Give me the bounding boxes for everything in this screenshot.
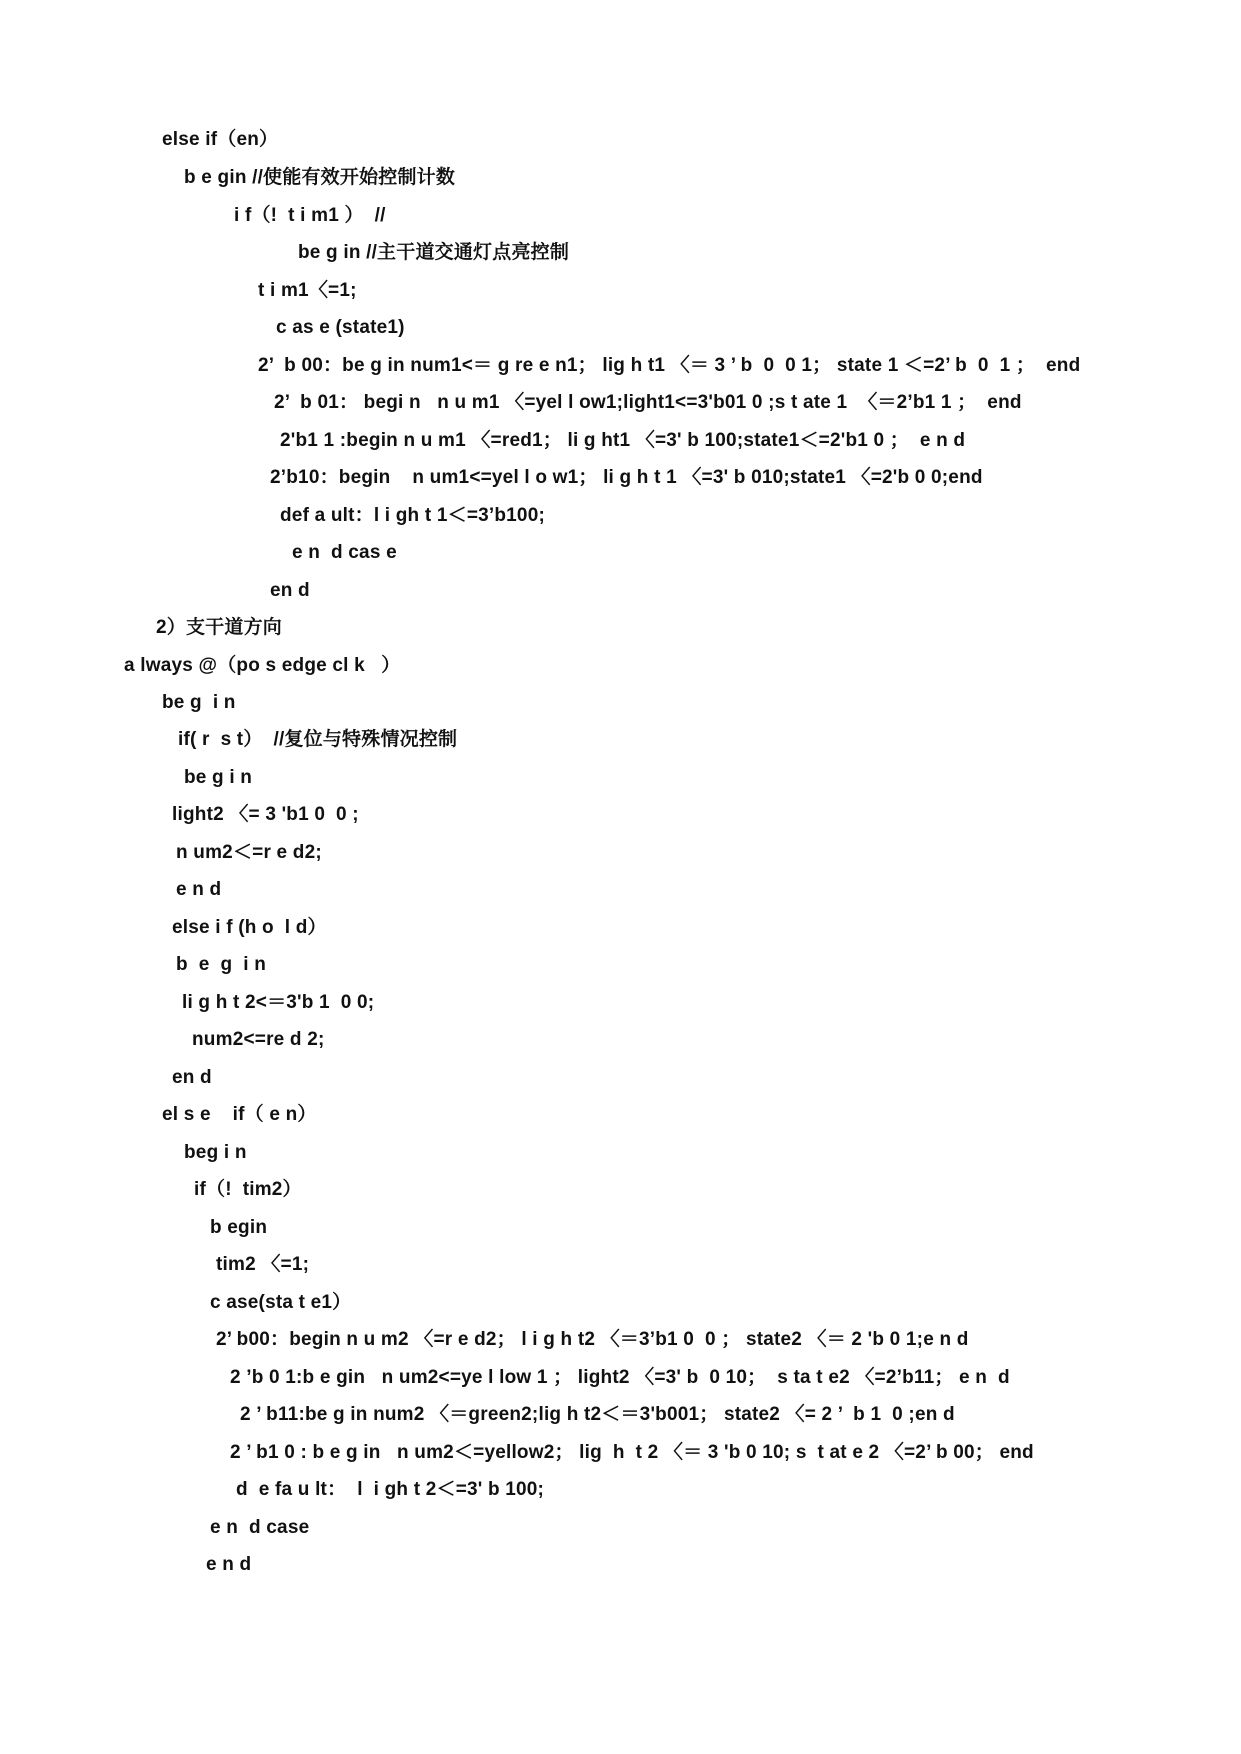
code-line: else i f (h o l d）	[172, 917, 327, 938]
code-line: light2 〈= 3 'b1 0 0 ;	[172, 804, 359, 825]
code-line: be g i n	[162, 692, 236, 713]
code-line: el s e if（ e n）	[162, 1104, 317, 1125]
code-line: a lways @（po s edge cl k ）	[124, 655, 401, 676]
code-line: tim2 〈=1;	[216, 1254, 310, 1275]
section-heading: 2）支干道方向	[156, 617, 282, 638]
code-line: 2’ b 01： begi n n u m1 〈=yel l ow1;light1<=3'b01 0 ;s t ate 1 〈＝2’b1 1 ； end	[274, 392, 1022, 413]
code-line: li g h t 2<＝3'b 1 0 0;	[182, 992, 375, 1013]
code-line: i f（! t i m1 ） //	[234, 205, 386, 226]
code-line: t i m1〈=1;	[258, 280, 357, 301]
code-line: 2'b1 1 :begin n u m1 〈=red1； li g ht1 〈=3' b 100;state1＜=2'b1 0 ； e n d	[280, 430, 966, 451]
code-line: e n d case	[210, 1517, 310, 1538]
code-line: 2 ’ b11:be g in num2 〈＝green2;lig h t2＜＝3'b001； state2 〈= 2 ’ b 1 0 ;en d	[240, 1404, 955, 1425]
code-line: num2<=re d 2;	[192, 1029, 325, 1050]
code-line: n um2＜=r e d2;	[176, 842, 322, 863]
code-line: if( r s t） //复位与特殊情况控制	[178, 729, 458, 750]
code-line: be g i n	[184, 767, 253, 788]
code-line: e n d	[176, 879, 222, 900]
code-line: 2’ b 00：be g in num1<＝ g re e n1； lig h t1 〈＝ 3 ’ b 0 0 1； state 1 ＜=2’ b 0 1 ； end	[258, 355, 1081, 376]
code-line: 2’b10：begin n um1<=yel l o w1； li g h t 1 〈=3' b 010;state1 〈=2'b 0 0;end	[270, 467, 983, 488]
code-line: b e g i n	[176, 954, 267, 975]
code-line: e n d cas e	[292, 542, 397, 563]
code-line: b e gin //使能有效开始控制计数	[184, 167, 456, 188]
code-line: c as e (state1)	[276, 317, 405, 338]
code-line: 2’ b00：begin n u m2 〈=r e d2； l i g h t2 〈＝3’b1 0 0 ； state2 〈＝ 2 'b 0 1;e n d	[216, 1329, 969, 1350]
code-line: en d	[270, 580, 310, 601]
code-line: 2 ’ b1 0 : b e g in n um2＜=yellow2； lig h t 2 〈＝ 3 'b 0 10; s t at e 2 〈=2’ b 00； end	[230, 1442, 1034, 1463]
code-line: 2 ’b 0 1:b e gin n um2<=ye l low 1 ； light2 〈=3' b 0 10； s ta t e2 〈=2’b11； e n d	[230, 1367, 1010, 1388]
code-line: c ase(sta t e1）	[210, 1292, 352, 1313]
code-line: def a ult：l i gh t 1＜=3’b100;	[280, 505, 545, 526]
code-line: if（! tim2）	[194, 1179, 302, 1200]
code-line: d e fa u lt： l i gh t 2＜=3' b 100;	[236, 1479, 545, 1500]
code-line: be g in //主干道交通灯点亮控制	[298, 242, 570, 263]
code-line: b egin	[210, 1217, 268, 1238]
code-line: e n d	[206, 1554, 252, 1575]
code-line: en d	[172, 1067, 212, 1088]
code-line: else if（en）	[162, 129, 279, 150]
code-line: beg i n	[184, 1142, 247, 1163]
